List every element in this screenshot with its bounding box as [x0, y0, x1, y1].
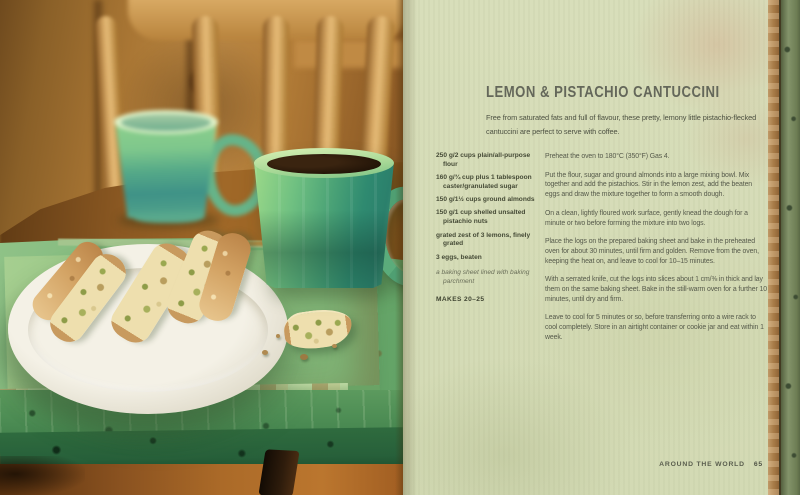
method-step: Preheat the oven to 180°C (350°F) Gas 4.	[545, 153, 670, 160]
coffee-surface	[267, 154, 381, 174]
method-step: Place the logs on the prepared baking sheet and bake in the preheated oven for about 30 minutes, until firm and golden. Remove from the oven, keeping the heat on, and leave to cool for 10–15 minutes.	[545, 238, 759, 265]
method-step: With a serrated knife, cut the logs into slices about 1 cm/⅜ in thick and lay them on the same baking sheet. Bake in the still-warm oven for a further 10 minutes, until dry and firm.	[545, 276, 767, 303]
ingredient-item: 150 g/1½ cups ground almonds	[436, 196, 535, 204]
crumb	[262, 350, 268, 355]
mug-body	[114, 120, 218, 218]
page-footer	[659, 461, 763, 468]
equipment-note: a baking sheet lined with baking parchment	[436, 269, 530, 286]
ingredients-list	[436, 152, 542, 309]
crumb	[276, 334, 280, 338]
mug-body-shading	[254, 162, 394, 288]
mug-inside	[121, 114, 211, 131]
ingredient-item: grated zest of 3 lemons, finely grated	[436, 231, 531, 248]
method-step: Leave to cool for 5 minutes or so, before transferring onto a wire rack to cool completely. Store in an airtight container or cookie jar and eat within 1 week.	[545, 314, 764, 341]
crumb	[300, 354, 308, 360]
recipe-title: LEMON & PISTACHIO CANTUCCINI	[486, 84, 720, 101]
foreground-mug	[250, 146, 402, 294]
recipe-yield: MAKES 20–25	[436, 296, 485, 304]
method-step: On a clean, lightly floured work surface, gently knead the dough for a minute or two before forming the mixture into two logs.	[545, 209, 748, 227]
page-number: 65	[753, 461, 763, 468]
recipe-page	[403, 0, 768, 495]
section-name: AROUND THE WORLD	[659, 461, 745, 468]
page-edge	[768, 0, 779, 495]
ingredient-item: 150 g/1 cup shelled unsalted pistachio nuts	[436, 209, 526, 226]
background-mug	[112, 108, 244, 230]
ingredient-item: 160 g/¾ cup plus 1 tablespoon caster/granulated sugar	[436, 174, 532, 190]
method-steps	[545, 152, 768, 352]
table-leg	[258, 449, 299, 495]
ingredient-item: 3 eggs, beaten	[436, 253, 482, 261]
ingredient-item: 250 g/2 cups plain/all-purpose flour	[436, 152, 531, 168]
book-cover-edge	[779, 0, 800, 495]
crumb	[332, 344, 337, 348]
floor-shadow	[0, 456, 85, 495]
method-step: Put the flour, sugar and ground almonds into a large mixing bowl. Mix together and add the pistachios. Stir in the lemon zest, add the beaten eggs and draw the mixture together to form a smooth dough.	[545, 171, 753, 199]
recipe-intro: Free from saturated fats and full of flavour, these pretty, lemony little pistachio-flecked cantuccini are perfect to serve with coffee.	[486, 113, 757, 136]
